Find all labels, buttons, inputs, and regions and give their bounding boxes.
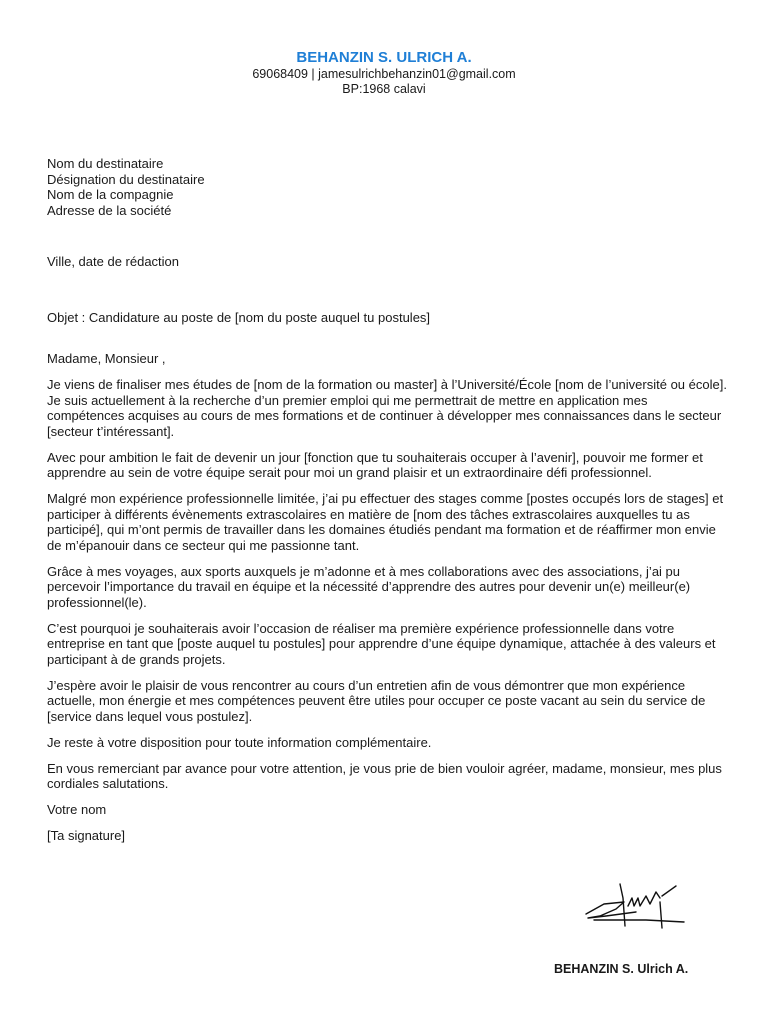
recipient-company: Nom de la compagnie [47,187,174,202]
body-paragraph: Grâce à mes voyages, aux sports auxquels je m’adonne et à mes collaborations avec des associations, j’ai pu percevoir l’importance du travail en équipe et la nécessité d’apprendre des autres pour devenir un(e) meilleur(e) professionnel(le). [47,563,691,610]
recipient-address: Adresse de la société [47,202,172,218]
sender-address: BP:1968 calavi [342,81,426,96]
letter-body [47,351,727,854]
letter-subject: Objet : Candidature au poste de [nom du poste auquel tu postules] [47,310,431,325]
body-paragraph: Malgré mon expérience professionnelle limitée, j’ai pu effectuer des stages comme [postes occupés lors de stages] et participer à différents évènements extrascolaires en matière de [nom des tâches extrascolaires auxquelles tu as participé], qui m’ont permis de travailler dans les domaines étudiés pendant ma formation et de réaffirmer mon envie de m’épanouir dans ce secteur qui me passionne tant. [47,491,724,553]
handwritten-signature [576,876,692,934]
salutation: Madame, Monsieur , [47,351,166,366]
place-date: Ville, date de rédaction [47,254,180,269]
closing-name: Votre nom [47,802,107,817]
signature-placeholder: [Ta signature] [47,828,126,843]
recipient-designation: Désignation du destinataire [47,171,205,187]
body-paragraph: Je reste à votre disposition pour toute information complémentaire. [47,734,432,750]
signer-name: BEHANZIN S. Ulrich A. [554,962,689,976]
sender-name: BEHANZIN S. ULRICH A. [296,49,472,66]
letter-header [0,48,768,96]
recipient-block [47,156,727,218]
body-paragraph: En vous remerciant par avance pour votre attention, je vous prie de bien vouloir agréer, madame, monsieur, mes plus cordiales salutations. [47,760,722,791]
sender-contact: 69068409 | jamesulrichbehanzin01@gmail.com [252,67,516,81]
body-paragraph: Je viens de finaliser mes études de [nom de la formation ou master] à l’Université/École [nom de l’université ou école]. Je suis actuellement à la recherche d’un premier emploi qui me permettrait de mettre en application mes compétences acquises au cours de mes formations et de continuer à développer mes connaissances dans le secteur [secteur t’intéressant]. [47,377,727,439]
body-paragraph: J’espère avoir le plaisir de vous rencontrer au cours d’un entretien afin de vous démontrer que mon expérience actuelle, mon énergie et mes compétences peuvent être utiles pour occuper ce poste vacant au sein du service de [service dans lequel vous postulez]. [47,677,706,724]
body-paragraph: Avec pour ambition le fait de devenir un jour [fonction que tu souhaiterais occuper à l’avenir], pouvoir me former et apprendre au sein de votre équipe serait pour moi un grand plaisir et un extraordinaire défi professionnel. [47,449,703,480]
body-paragraph: C’est pourquoi je souhaiterais avoir l’occasion de réaliser ma première expérience professionnelle dans votre entreprise en tant que [poste auquel tu postules] pour apprendre d’une équipe dynamique, attachée à des valeurs et participant à de grands projets. [47,620,716,667]
recipient-name: Nom du destinataire [47,156,164,171]
